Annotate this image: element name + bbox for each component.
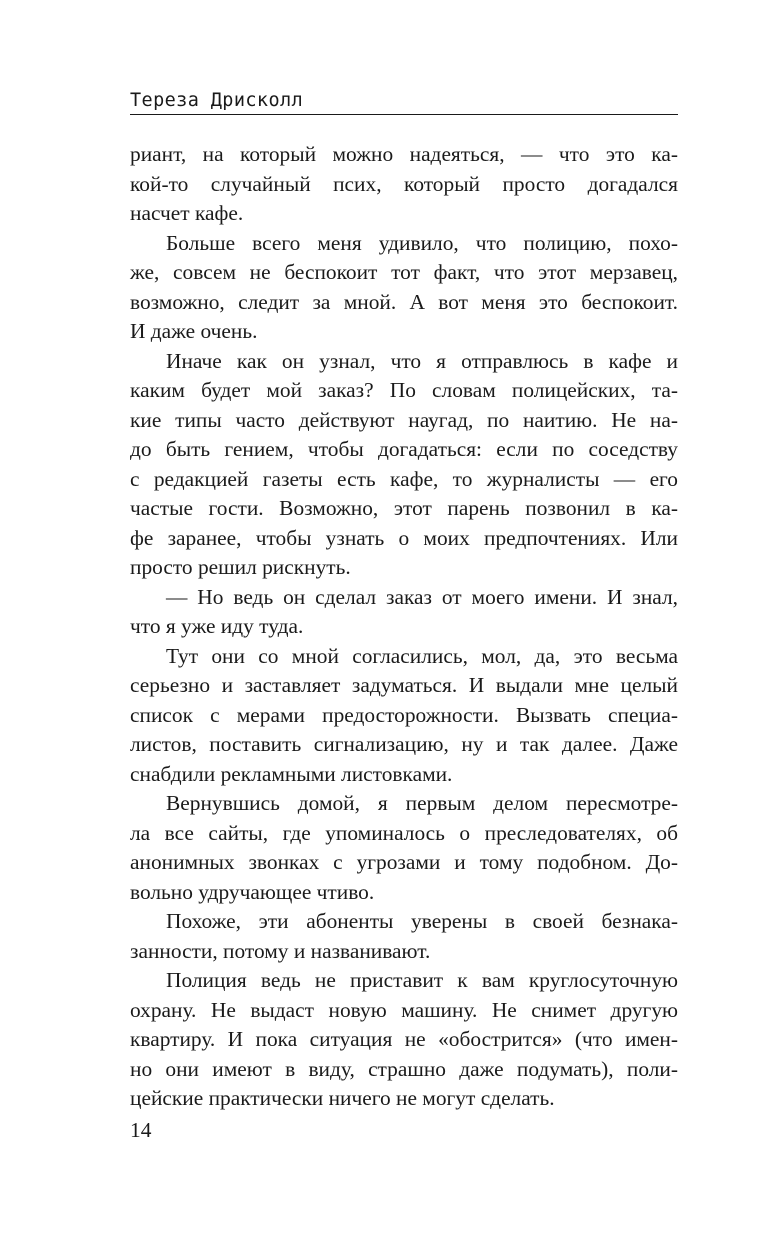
text-line: насчет кафе.	[130, 201, 244, 225]
text-line: возможно, следит за мной. А вот меня это беспокоит.	[130, 289, 678, 314]
text-line: частые гости. Возможно, этот парень позвонил в ка-	[130, 496, 678, 520]
text-line: ла все сайты, где упоминалось о преследователях, об	[130, 820, 678, 845]
running-header	[130, 88, 678, 115]
text-line: же, совсем не беспокоит тот факт, что этот мерзавец,	[130, 260, 678, 284]
text-line: Полиция ведь не приставит к вам круглосуточную	[166, 968, 678, 992]
body-text	[130, 140, 678, 1114]
text-line: с редакцией газеты есть кафе, то журналисты — его	[130, 466, 678, 491]
text-line: просто решил рискнуть.	[130, 555, 351, 579]
text-line: до быть гением, чтобы догадаться: если по соседству	[130, 437, 678, 461]
text-line: кой-то случайный псих, который просто догадался	[130, 171, 678, 196]
running-title: Тереза Дрисколл	[130, 90, 304, 111]
text-line: анонимных звонках с угрозами и тому подобном. До-	[130, 850, 678, 874]
text-line: снабдили рекламными листовками.	[130, 761, 453, 786]
text-line: И даже очень.	[130, 319, 258, 343]
text-line: список с мерами предосторожности. Вызвать специа-	[130, 702, 678, 727]
page-number: 14	[130, 1118, 152, 1142]
text-line: что я уже иду туда.	[130, 614, 304, 638]
text-line: листов, поставить сигнализацию, ну и так далее. Даже	[130, 732, 678, 756]
text-line: Тут они со мной согласились, мол, да, это весьма	[166, 643, 678, 668]
text-line: серьезно и заставляет задуматься. И выдали мне целый	[130, 673, 678, 697]
text-line: Похоже, эти абоненты уверены в своей безнака-	[166, 909, 678, 933]
text-line: Иначе как он узнал, что я отправлюсь в кафе и	[166, 348, 678, 373]
text-line: цейские практически ничего не могут сделать.	[130, 1086, 555, 1110]
text-line: занности, потому и названивают.	[130, 938, 431, 963]
text-line: — Но ведь он сделал заказ от моего имени. И знал,	[166, 584, 678, 609]
text-line: квартиру. И пока ситуация не «обострится» (что имен-	[130, 1027, 678, 1051]
text-line: Больше всего меня удивило, что полицию, похо-	[166, 230, 678, 255]
text-line: фе заранее, чтобы узнать о моих предпочтениях. Или	[130, 525, 678, 550]
text-line: вольно удручающее чтиво.	[130, 879, 375, 904]
text-line: охрану. Не выдаст новую машину. Не снимет другую	[130, 997, 678, 1022]
text-line: каким будет мой заказ? По словам полицейских, та-	[130, 378, 678, 402]
text-line: Вернувшись домой, я первым делом пересмотре-	[166, 791, 678, 815]
text-line: кие типы часто действуют наугад, по наитию. Не на-	[130, 407, 678, 432]
text-line: но они имеют в виду, страшно даже подумать), поли-	[130, 1056, 678, 1081]
text-line: риант, на который можно надеяться, — что это ка-	[130, 142, 678, 166]
